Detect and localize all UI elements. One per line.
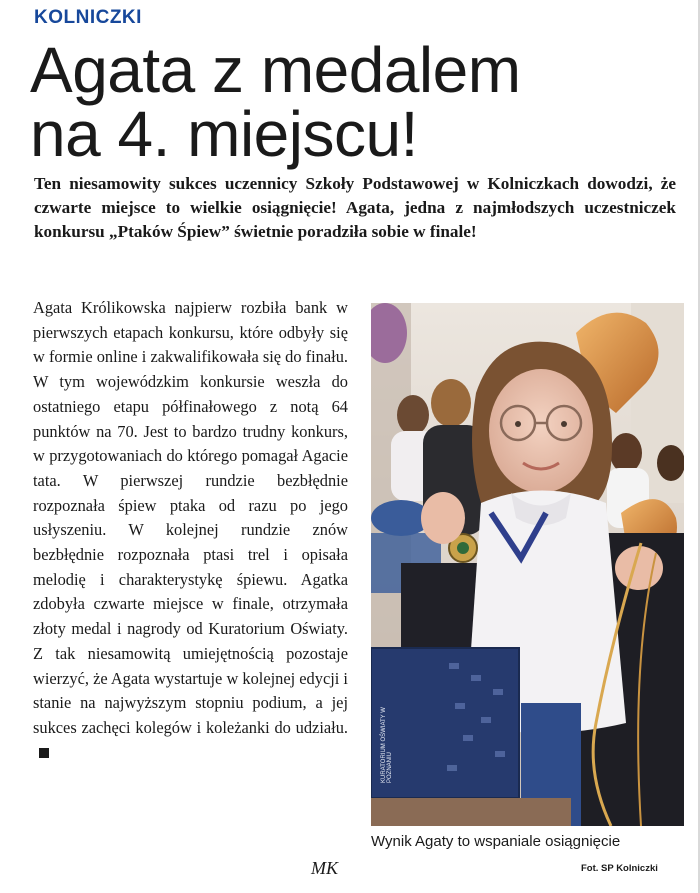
lead-paragraph: Ten niesamowity sukces uczennicy Szkoły Podstawowej w Kolniczkach dowodzi, że czwarte miejsce to wielkie osiągnięcie! Agata, jedna z najmłodszych uczestniczek konkursu „Ptaków Śpiew” świetnie poradziła sobie w finale! bbox=[34, 174, 676, 241]
photo-credit: Fot. SP Kolniczki bbox=[581, 863, 658, 874]
section-label: KOLNICZKI bbox=[34, 7, 142, 28]
article-photo bbox=[371, 303, 684, 826]
byline: MK bbox=[311, 858, 338, 878]
headline-line-2: na 4. miejscu! bbox=[30, 98, 418, 170]
photo-illustration bbox=[371, 303, 684, 826]
photo-caption: Wynik Agaty to wspaniale osiągnięcie bbox=[371, 833, 621, 850]
end-of-article-mark bbox=[39, 748, 49, 758]
box-label-text: KURATORIUM OŚWIATY W POZNANIU bbox=[381, 707, 393, 783]
article-body-text: Agata Królikowska najpierw rozbiła bank w pierwszych etapach konkursu, które odbyły się w formie online i zakwalifikowała się do finału. W tym wojewódzkim konkursie weszła do ostatniego etapu półfinałowego z notą 64 punktów na 70. Jest to bardzo trudny konkurs, w przygotowaniach do którego pomagał Agacie tata. W pierwszej rundzie bezbłędnie rozpoznała śpiew ptaka od razu po jego usłyszeniu. W kolejnej rundzie znów bezbłędnie rozpoznała ptasi trel i opisała melodię i charakterystykę śpiewu. Agatka zdobyła czwarte miejsce w finale, otrzymała złoty medal i nagrody od Kuratorium Oświaty. Z tak niesamowitą umiejętnością pozostaje wierzyć, że Agata wystartuje w kolejnej edycji i stanie na najwyższym stopniu podium, a jej sukces zachęci kolegów i koleżanki do udziału. bbox=[33, 298, 348, 737]
headline bbox=[30, 34, 521, 170]
headline-line-1: Agata z medalem bbox=[30, 34, 521, 106]
article-body bbox=[33, 296, 348, 765]
